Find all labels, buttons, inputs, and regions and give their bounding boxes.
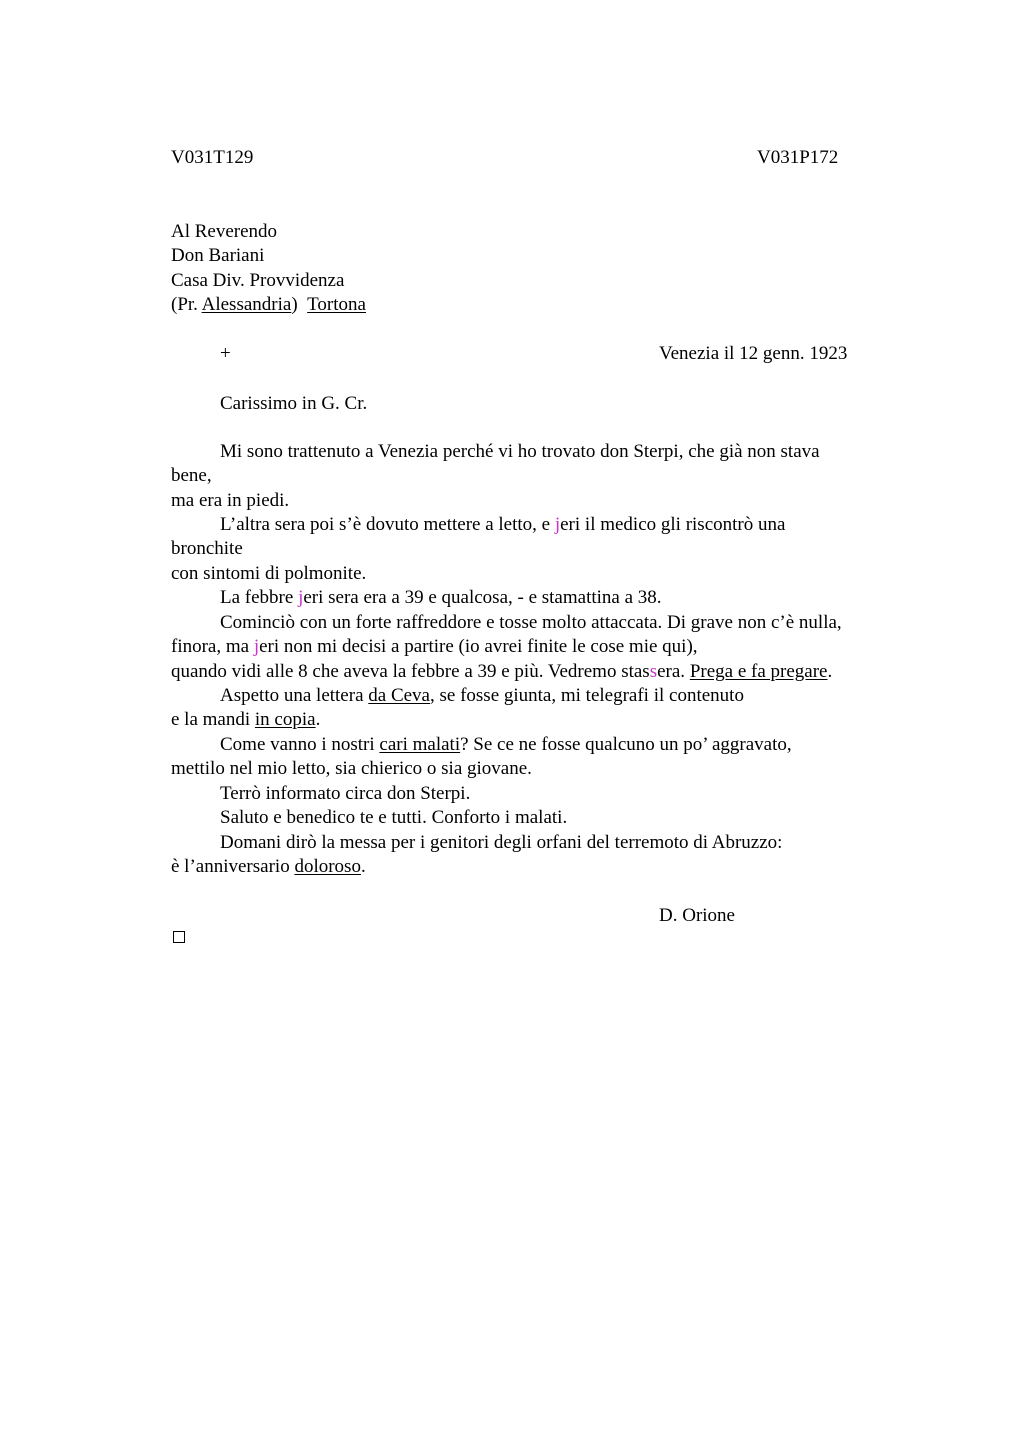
body-line [220,513,785,537]
highlighted-letter: j [253,636,260,657]
body-line: mettilo nel mio letto, sia chierico o sia giovane. [171,758,532,779]
address-line-4 [171,293,366,317]
underlined-text: da Ceva [368,685,430,706]
body-line [171,855,366,879]
body-line: Cominciò con un forte raffreddore e tosse molto attaccata. Di grave non c’è nulla, [220,612,842,633]
highlighted-letter: j [298,587,304,608]
highlighted-letter: s [649,661,658,682]
body-text: Come vanno i nostri [220,734,380,755]
salutation: Carissimo in G. Cr. [220,393,368,414]
document-code-right: V031P172 [757,147,839,168]
underlined-text: Prega e fa pregare [689,661,828,682]
address-city: Tortona [307,294,366,315]
body-line: ma era in piedi. [171,490,290,511]
body-line: bene, [171,465,212,486]
body-text: . [827,661,833,682]
body-text: è l’anniversario [171,856,295,877]
body-line [220,733,792,757]
body-text: La febbre [220,587,299,608]
underlined-text: doloroso [294,856,361,877]
address-line-1: Al Reverendo [171,221,278,242]
document-code-left: V031T129 [171,147,254,168]
body-text: L’altra sera poi s’è dovuto mettere a letto, e [220,514,555,535]
body-line: con sintomi di polmonite. [171,563,367,584]
address-close: ) [291,294,298,315]
address-province: Alessandria [201,294,292,315]
body-text: ? Se ce ne fosse qualcuno un po’ aggravato, [460,734,792,755]
body-line: bronchite [171,538,243,559]
body-line [220,586,662,610]
body-text: . [360,856,366,877]
body-text: finora, ma [171,636,254,657]
body-text: era. [657,661,690,682]
body-line: Mi sono trattenuto a Venezia perché vi ho trovato don Sterpi, che già non stava [220,441,820,462]
body-text: . [315,709,321,730]
body-text: eri non mi decisi a partire (io avrei finite le cose mie qui), [259,636,698,657]
place-date: Venezia il 12 genn. 1923 [659,343,848,364]
underlined-text: cari malati [379,734,461,755]
underlined-text: in copia [254,709,316,730]
body-line [171,635,698,659]
address-line-2: Don Bariani [171,245,265,266]
signature: D. Orione [659,905,735,926]
body-line: Domani dirò la messa per i genitori degli orfani del terremoto di Abruzzo: [220,832,783,853]
body-text: , se fosse giunta, mi telegrafi il contenuto [430,685,744,706]
address-line-3: Casa Div. Provvidenza [171,270,345,291]
body-line: Terrò informato circa don Sterpi. [220,783,471,804]
body-text: Aspetto una lettera [220,685,369,706]
body-line: Saluto e benedico te e tutti. Conforto i malati. [220,807,568,828]
body-text: eri il medico gli riscontrò una [560,514,786,535]
body-text: e la mandi [171,709,255,730]
address-open: (Pr. [171,294,202,315]
body-line [171,660,832,684]
highlighted-letter: j [554,514,561,535]
body-line [220,684,744,708]
body-text: eri sera era a 39 e qualcosa, - e stamattina a 38. [303,587,662,608]
cross-symbol: + [220,343,231,364]
body-line [171,708,320,732]
end-box-icon [173,931,185,943]
body-text: quando vidi alle 8 che aveva la febbre a 39 e più. Vedremo stas [171,661,650,682]
